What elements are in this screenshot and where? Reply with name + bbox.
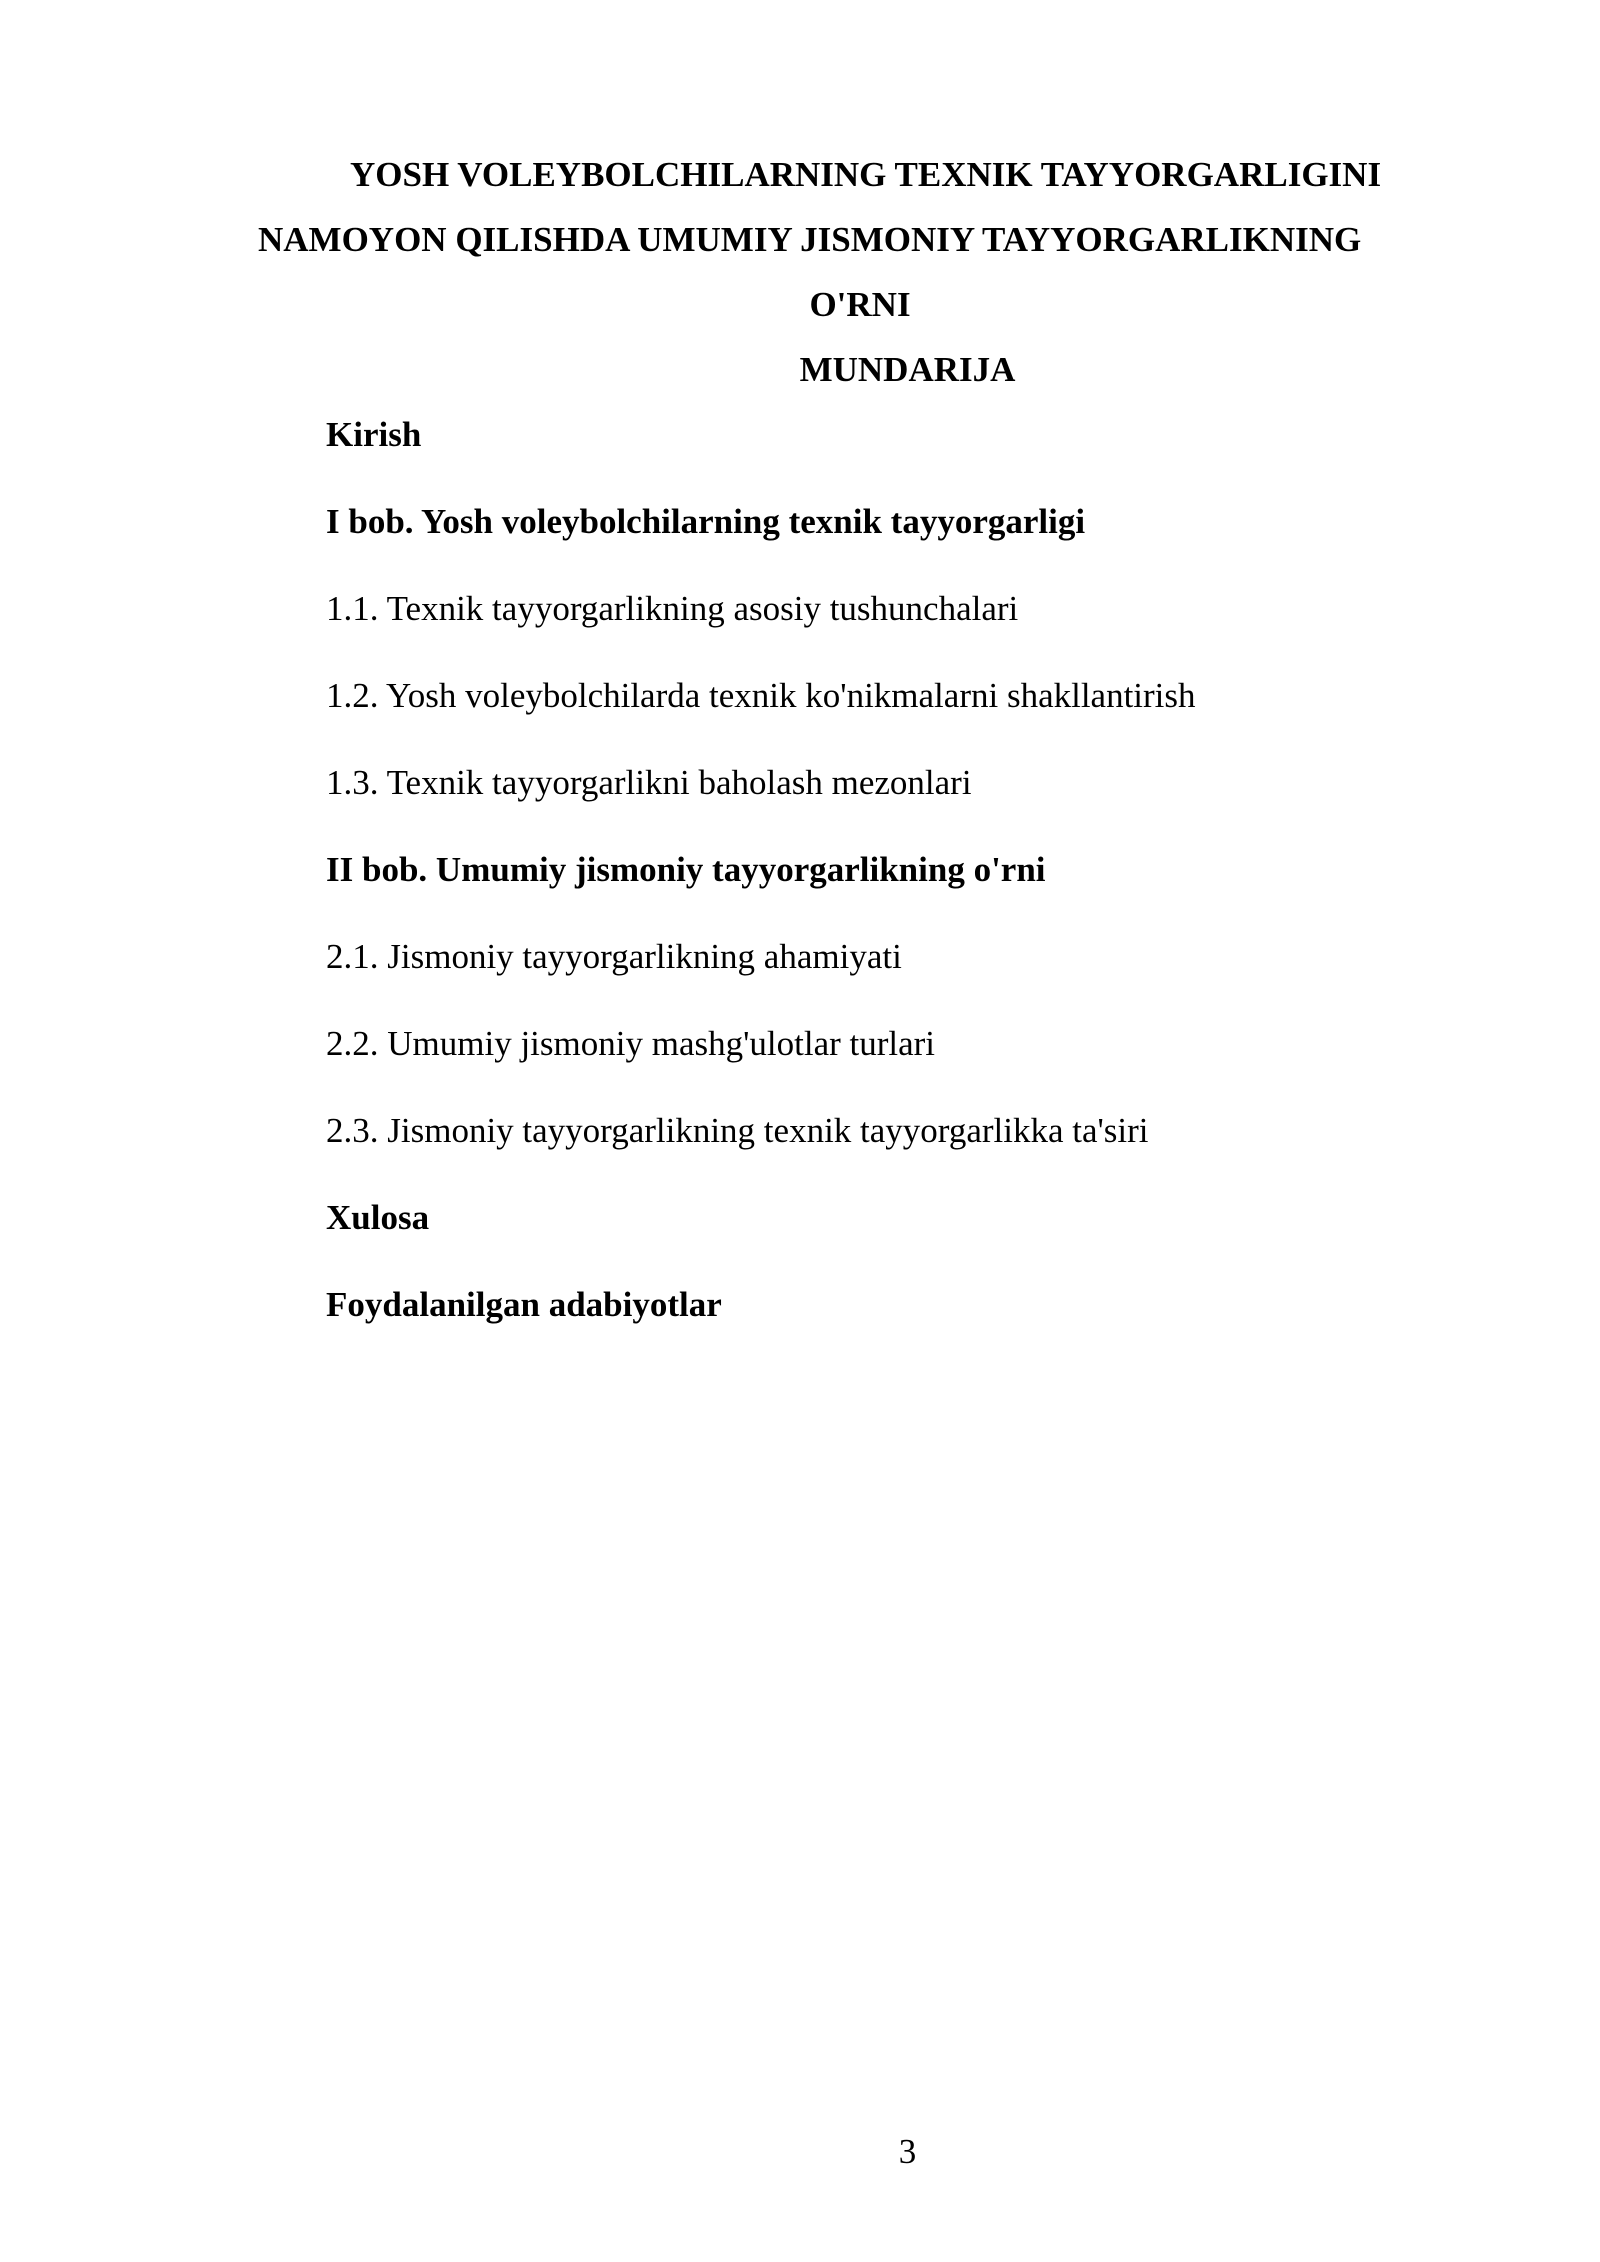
title-line-1: YOSH VOLEYBOLCHILARNING TEXNIK TAYYORGARLIGINI (350, 155, 1382, 194)
toc-entry-2-1: 2.1. Jismoniy tayyorgarlikning ahamiyati (326, 937, 902, 976)
title-line-3: O'RNI (809, 285, 911, 324)
toc-entry-kirish: Kirish (326, 415, 422, 454)
toc-entry-1-3: 1.3. Texnik tayyorgarlikni baholash mezonlari (326, 763, 972, 802)
toc-entry-chapter-1: I bob. Yosh voleybolchilarning texnik tayyorgarligi (326, 502, 1086, 541)
toc-entry-xulosa: Xulosa (326, 1198, 430, 1237)
page-number: 3 (898, 2132, 917, 2171)
toc-entry-chapter-2: II bob. Umumiy jismoniy tayyorgarlikning o'rni (326, 850, 1046, 889)
toc-entry-1-2: 1.2. Yosh voleybolchilarda texnik ko'nikmalarni shakllantirish (326, 676, 1196, 715)
toc-entry-2-2: 2.2. Umumiy jismoniy mashg'ulotlar turlari (326, 1024, 936, 1063)
toc-entry-2-3: 2.3. Jismoniy tayyorgarlikning texnik tayyorgarlikka ta'siri (326, 1111, 1149, 1150)
toc-entry-1-1: 1.1. Texnik tayyorgarlikning asosiy tushunchalari (326, 589, 1019, 628)
toc-entry-references: Foydalanilgan adabiyotlar (326, 1285, 722, 1324)
title-line-2: NAMOYON QILISHDA UMUMIY JISMONIY TAYYORGARLIKNING (258, 220, 1362, 259)
toc-heading: MUNDARIJA (799, 350, 1016, 389)
